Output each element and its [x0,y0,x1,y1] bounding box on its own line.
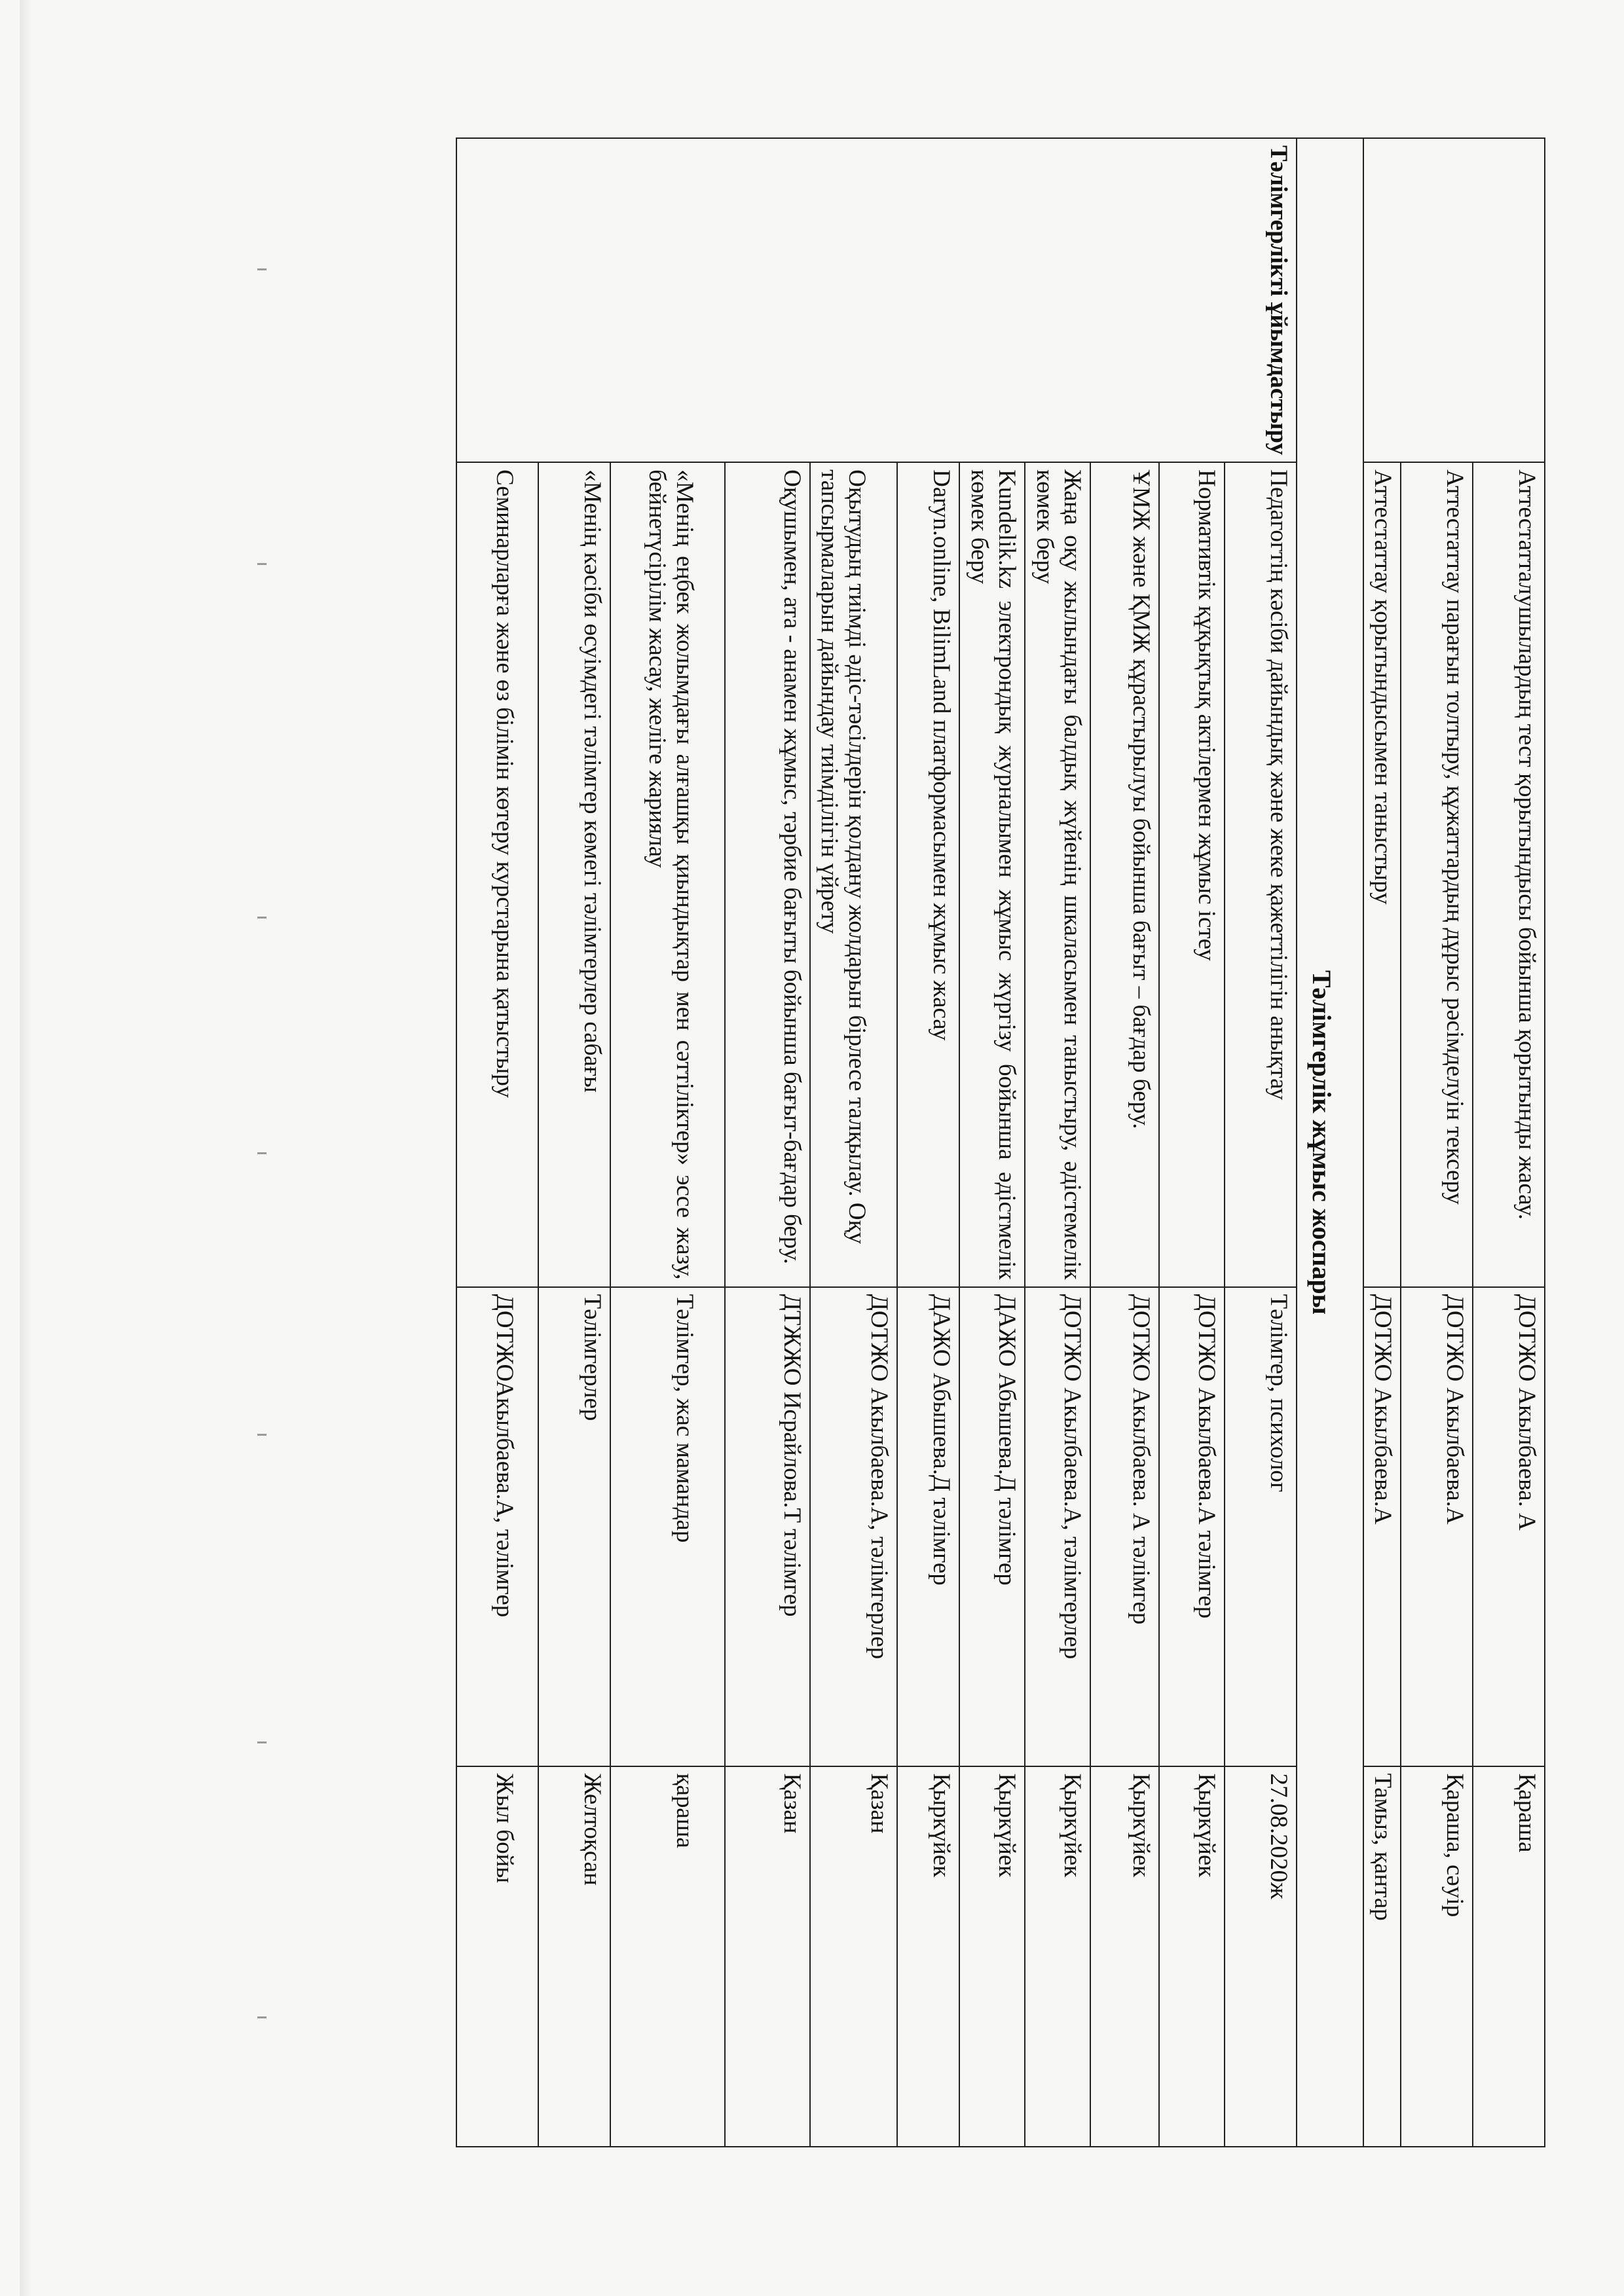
date-cell: Қыркүйек [1159,1766,1225,2147]
scan-speck [257,1152,267,1154]
empty-cell [1363,138,1545,462]
scan-speck [257,917,267,919]
scan-edge-shadow [20,0,33,2296]
date-cell: Қыркүйек [959,1766,1025,2147]
scan-speck [257,2016,267,2018]
date-cell: Желтоқсан [538,1766,610,2147]
activity-cell: Оқытудың тиімді әдіс-тәсілдерін қолдану жолдарын бірлесе талқылау. Оқу тапсырмаларын дайындау тиімділігін үйрету [810,462,897,1286]
scan-speck [257,1741,267,1743]
activity-cell: Kundelik.kz электрондық журналымен жұмыс жүргізу бойынша әдістмелік көмек беру [959,462,1025,1286]
rotated-document [282,137,1545,2147]
responsible-cell: ДОТЖО Акылбаева.А, тәлімгерлер [1025,1287,1090,1766]
section-label: Тәлімгерлікті ұйымдастыру [456,138,1297,462]
date-cell: Қараша [1473,1766,1545,2147]
responsible-cell: ДОТЖО Акылбаева.А тәлімгер [1159,1287,1225,1766]
scan-speck [257,268,267,270]
responsible-cell: ДОТЖО Акылбаева.А [1401,1287,1473,1766]
activity-cell: Аттестатталушылардың тест қорытындысы бойынша қорытынды жасау. [1473,462,1545,1286]
date-cell: Жыл бойы [456,1766,538,2147]
responsible-cell: Тәлімгер, жас мамандар [610,1287,725,1766]
activity-cell: Оқушымен, ата - анамен жұмыс, тәрбие бағыты бойынша бағыт-бағдар беру. [725,462,810,1286]
activity-cell: Жаңа оқу жылындағы балдық жүйенің шкаласымен таныстыру, әдістемелік көмек беру [1025,462,1090,1286]
responsible-cell: ДОТЖО Акылбаева.А, тәлімгерлер [810,1287,897,1766]
section-title: Тәлімгерлік жұмыс жоспары [1297,138,1363,2147]
responsible-cell: ДОТЖО Акылбаева.А [1363,1287,1401,1766]
plan-table [456,137,1545,2147]
activity-cell: Педагогтің кәсіби дайындық және жеке қажеттілігін анықтау [1225,462,1297,1286]
scan-speck [257,563,267,565]
responsible-cell: ДОТЖОАкылбаева.А, тәлімгер [456,1287,538,1766]
responsible-cell: ДОТЖО Акылбаева. А тәлімгер [1090,1287,1159,1766]
section-title-row [1297,138,1363,2147]
responsible-cell: ДТЖЖО Исрайлова.Т тәлімгер [725,1287,810,1766]
date-cell: Қыркүйек [897,1766,959,2147]
activity-cell: «Менің кәсіби өсуімдегі тәлімгер көмегі тәлімгерлер сабағы [538,462,610,1286]
responsible-cell: Тәлімгер, психолог [1225,1287,1297,1766]
date-cell: Қазан [725,1766,810,2147]
activity-cell: Семинарларға және өз білімін көтеру курстарына қатыстыру [456,462,538,1286]
activity-cell: ҰМЖ және ҚМЖ құрастырылуы бойынша бағыт – бағдар беру. [1090,462,1159,1286]
responsible-cell: Тәлімгерлер [538,1287,610,1766]
date-cell: қараша [610,1766,725,2147]
activity-cell: Аттестаттау қорытындысымен таныстыру [1363,462,1401,1286]
date-cell: 27.08.2020ж [1225,1766,1297,2147]
activity-cell: «Менің еңбек жолымдағы алғашқы қиындықтар мен сәттіліктер» эссе жазу, бейнетүсірілім жасау, желіге жариялау [610,462,725,1286]
activity-cell: Аттестаттау парағын толтыру, құжаттардың дұрыс рәсімделуін тексеру [1401,462,1473,1286]
responsible-cell: ДАЖО Абышева.Д тәлімгер [897,1287,959,1766]
responsible-cell: ДАЖО Абышева.Д тәлімгер [959,1287,1025,1766]
date-cell: Қараша, сәуір [1401,1766,1473,2147]
scan-speck [257,1434,267,1436]
responsible-cell: ДОТЖО Акылбаева. А [1473,1287,1545,1766]
date-cell: Тамыз, қантар [1363,1766,1401,2147]
date-cell: Қазан [810,1766,897,2147]
date-cell: Қыркүйек [1025,1766,1090,2147]
activity-cell: Нормативтік құқықтық актілермен жұмыс істеу [1159,462,1225,1286]
table-row [1225,138,1297,2147]
activity-cell: Daryn.online, BilimLand платформасымен жұмыс жасау [897,462,959,1286]
date-cell: Қыркүйек [1090,1766,1159,2147]
table-row [1473,138,1545,2147]
